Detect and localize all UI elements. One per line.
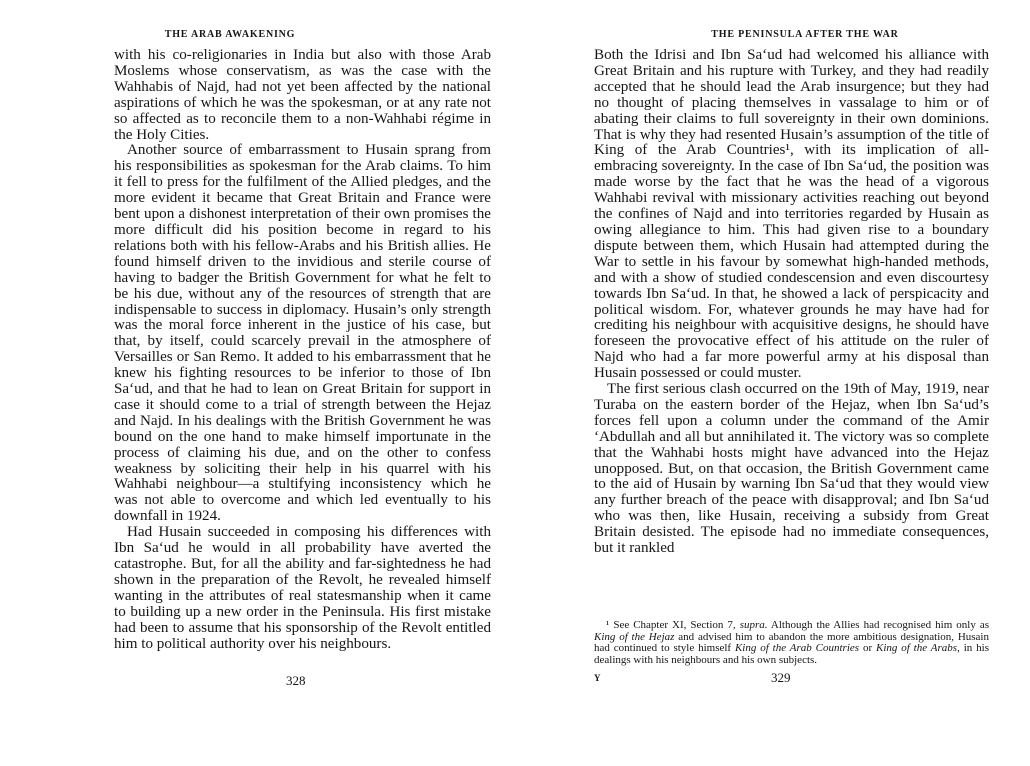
footnote-mark: ¹ bbox=[606, 619, 610, 631]
running-head-left: THE ARAB AWAKENING bbox=[164, 29, 296, 40]
signature-mark: Y bbox=[594, 673, 601, 683]
right-paragraph-1: Both the Idrisi and Ibn Sa‘ud had welcomed his alliance with Great Britain and his rupture with Turkey, and they had readily accepted that he should lead the Arab insurgence; but they had no thought of placing themselves in vassalage to him or of abating their claims to full sovereignty in their own dominions. That is why they had resented Husain’s assumption of the title of King of the Arab Countries¹, with its implication of all-embracing sovereignty. In the case of Ibn Sa‘ud, the position was made worse by the fact that he was the head of a vigorous Wahhabi revival with missionary activities reaching out beyond the confines of Najd and into territories regarded by Husain as owing allegiance to him. This had given rise to a boundary dispute between them, which Husain had attempted during the War to settle in his favour by somewhat high-handed methods, and with a show of studied condescension and even discourtesy towards Ibn Sa‘ud. In that, he showed a lack of perspicacity and political wisdom. For, whatever grounds he may have had for crediting his neighbour with acquisitive designs, he should have foreseen the provocative effect of his attitude on the ruler of Najd who had a far more powerful army at his disposal than Husain possessed or could muster. bbox=[594, 47, 989, 382]
footnote-part-italic: King of the Arab Countries bbox=[734, 642, 860, 655]
left-paragraph-2: Another source of embarrassment to Husain sprang from his responsibilities as spokesman for the Arab claims. To him it fell to press for the fulfilment of the Allied pledges, and the more evident it became that Great Britain and France were bent upon a dishonest interpretation of their own promises the more difficult did his position become in regard to his relations both with his fellow-Arabs and his British allies. He found himself driven to the invidious and sterile course of having to badger the British Government for what he felt to be his due, without any of the resources of strength that are indispensable to success in diplomacy. Husain’s only strength was the moral force inherent in the justice of his case, but that, by itself, could scarcely prevail in the atmosphere of Versailles or San Remo. It added to his embarrassment that he knew his fighting resources to be inferior to those of Ibn Sa‘ud, and that he had to lean on Great Britain for support in case it should come to a trial of strength between the Hejaz and Najd. In his dealings with the British Government he was bound on the one hand to make himself importunate in the process of claiming his due, and on the other to confess weakness by soliciting their help in his quarrel with his Wahhabi neighbour—a stultifying inconsistency which he was not able to overcome and which led eventually to his downfall in 1924. bbox=[114, 142, 491, 525]
footnote-part-italic: King of the Arabs bbox=[875, 642, 958, 655]
page-number-right: 329 bbox=[771, 670, 791, 685]
page-number-left: 328 bbox=[286, 673, 306, 688]
footnote-part: and advised him to abandon the more ambitious designation, Husain had continued to style himself bbox=[594, 630, 989, 655]
right-paragraph-2: The first serious clash occurred on the 19th of May, 1919, near Turaba on the eastern border of the Hejaz, when Ibn Sa‘ud’s forces fell upon a column under the command of the Amir ‘Abdullah and all but annihilated it. The victory was so complete that the Wahhabi hosts might have advanced into the Hejaz unopposed. But, on that occasion, the British Government came to the aid of Husain by warning Ibn Sa‘ud that they would view any further breach of the peace with disapproval; and Ibn Sa‘ud who was then, like Husain, receiving a subsidy from Great Britain desisted. The episode had no immediate consequences, but it rankled bbox=[594, 381, 989, 557]
footnote-part: or bbox=[859, 642, 876, 655]
left-text-block bbox=[114, 48, 491, 652]
footnote-part: , in his dealings with his neighbours and his own subjects. bbox=[594, 642, 989, 666]
right-text-block bbox=[594, 48, 989, 557]
footnote-part: See Chapter XI, Section 7, bbox=[609, 619, 740, 631]
footnote-part: Although the Allies had recognised him only as bbox=[767, 619, 989, 631]
running-head-right: THE PENINSULA AFTER THE WAR bbox=[711, 29, 899, 40]
footnote-part-italic: King of the Hejaz bbox=[594, 630, 675, 643]
right-page bbox=[515, 0, 1030, 766]
footnote bbox=[594, 620, 989, 666]
footnote-part-italic: supra. bbox=[739, 619, 768, 631]
left-paragraph-3: Had Husain succeeded in composing his differences with Ibn Sa‘ud he would in all probability have averted the catastrophe. But, for all the ability and far-sightedness he had shown in the preparation of the Revolt, he revealed himself wanting in the attributes of real statesmanship when it came to building up a new order in the Peninsula. His first mistake had been to assume that his sponsorship of the Revolt entitled him to political authority over his neighbours. bbox=[114, 524, 491, 652]
left-paragraph-1: with his co-religionaries in India but also with those Arab Moslems whose conservatism, as was the case with the Wahhabis of Najd, had not yet been affected by the national aspirations of which he was the spokesman, or at any rate not so affected as to reconcile them to a non-Wahhabi régime in the Holy Cities. bbox=[114, 47, 491, 143]
